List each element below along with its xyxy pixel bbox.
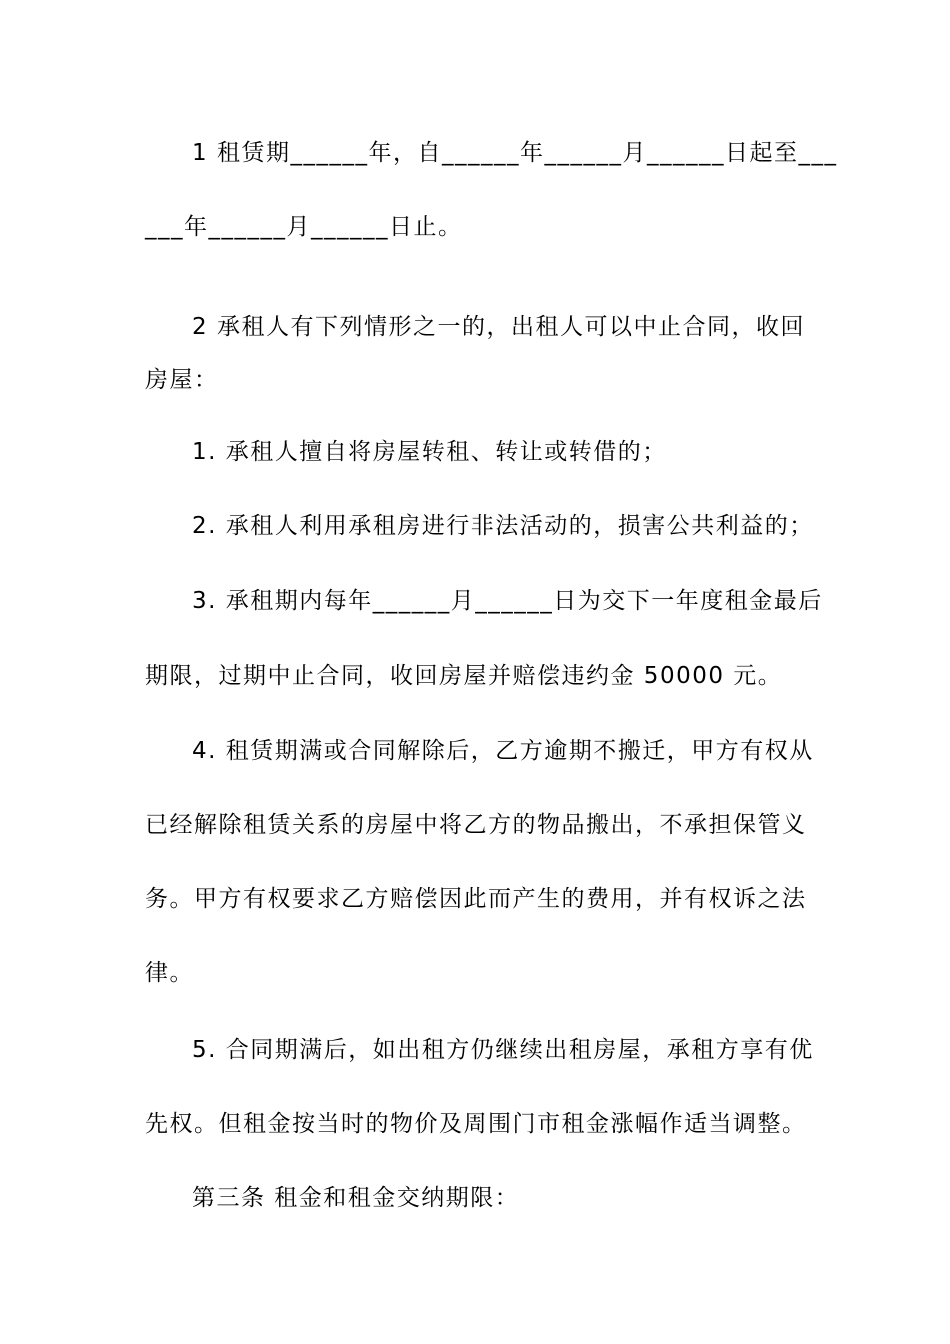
section-heading-article-3: 第三条 租金和租金交纳期限： [192,1185,520,1211]
lease-term-line-2: ___年______月______日止。 [145,214,463,240]
list-item-5-line-2: 先权。但租金按当时的物价及周围门市租金涨幅作适当调整。 [145,1111,807,1137]
list-item-4-line-1: 4. 租赁期满或合同解除后，乙方逾期不搬迁，甲方有权从 [192,738,814,764]
list-item-3-line-2: 期限，过期中止合同，收回房屋并赔偿违约金 50000 元。 [145,663,783,689]
termination-clause-line-1: 2 承租人有下列情形之一的，出租人可以中止合同，收回 [192,314,805,340]
list-item-1: 1. 承租人擅自将房屋转租、转让或转借的； [192,439,667,465]
list-item-4-line-4: 律。 [145,960,194,986]
list-item-4-line-2: 已经解除租赁关系的房屋中将乙方的物品搬出，不承担保管义 [145,812,807,838]
termination-clause-line-2: 房屋： [145,367,219,393]
lease-term-line-1: 1 租赁期______年，自______年______月______日起至___ [192,140,838,166]
list-item-3-line-1: 3. 承租期内每年______月______日为交下一年度租金最后 [192,588,823,614]
list-item-2: 2. 承租人利用承租房进行非法活动的，损害公共利益的； [192,513,814,539]
list-item-4-line-3: 务。甲方有权要求乙方赔偿因此而产生的费用，并有权诉之法 [145,886,807,912]
list-item-5-line-1: 5. 合同期满后，如出租方仍继续出租房屋，承租方享有优 [192,1037,814,1063]
